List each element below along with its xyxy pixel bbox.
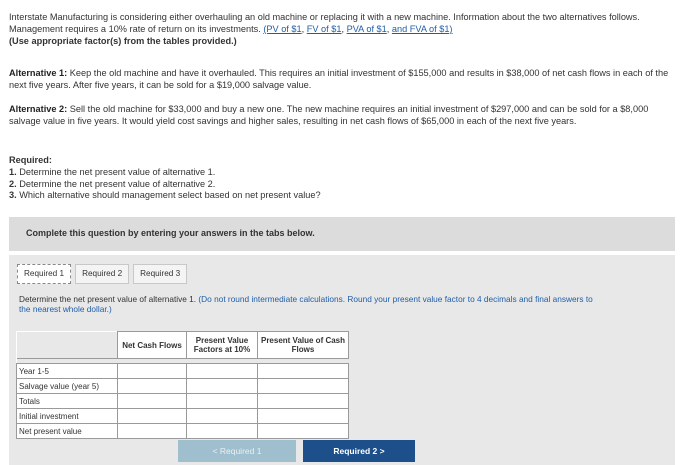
- net-cash-flows-input[interactable]: [118, 394, 187, 409]
- col-header-net-cash-flows: Net Cash Flows: [118, 332, 187, 359]
- table-row: [17, 394, 349, 409]
- table-row: [17, 364, 349, 379]
- alternative-2-text: Sell the old machine for $33,000 and buy a new one. The new machine requires an initial investment of $297,000 and can be sold for a $8,000 salvage value in five years. It would yield cost savings and higher sales, resulting in net cash flows of $65,000 in each of the next five years.: [9, 104, 649, 126]
- table-row: [17, 409, 349, 424]
- empty-cell: [118, 409, 187, 424]
- intro-text: Interstate Manufacturing is considering either overhauling an old machine or replacing it with a new machine. Information about the two alternatives follows. Management requires a 10% rate of return on its investments.: [9, 12, 640, 34]
- table-row: [17, 379, 349, 394]
- tab-instruction-main: Determine the net present value of alternative 1.: [19, 294, 197, 304]
- factor-note: (Use appropriate factor(s) from the tables provided.): [9, 36, 237, 46]
- tab-required-2[interactable]: Required 2: [75, 264, 129, 284]
- pv-cash-flows-input[interactable]: [258, 394, 349, 409]
- pv-cash-flows-input[interactable]: [258, 409, 349, 424]
- required-list: [9, 167, 321, 202]
- tab-required-3[interactable]: Required 3: [133, 264, 187, 284]
- pv-cash-flows-input[interactable]: [258, 424, 349, 439]
- empty-cell: [118, 424, 187, 439]
- alternative-1: [9, 67, 679, 91]
- alternative-1-text: Keep the old machine and have it overhauled. This requires an initial investment of $155,000 and results in $38,000 of net cash flows in each of the next five years. After five years, it can be sold for a $19,000 salvage value.: [9, 68, 669, 90]
- answer-panel: [9, 255, 675, 465]
- net-cash-flows-input[interactable]: [118, 379, 187, 394]
- prev-required-button[interactable]: < Required 1: [178, 440, 296, 462]
- question-intro: Interstate Manufacturing is considering either overhauling an old machine or replacing it with a new machine. Information about the two alternatives follows. Management requires a 10% rate of return on its investments. (PV of $1, FV of $1, PVA of $1, and FVA of $1) (Use appropriate factor(s) from the tables provided.): [9, 12, 640, 46]
- row-label-year-1-5: Year 1-5: [17, 364, 118, 379]
- col-header-pv-factors: Present Value Factors at 10%: [187, 332, 258, 359]
- empty-cell: [187, 424, 258, 439]
- net-cash-flows-input[interactable]: [118, 364, 187, 379]
- pv-factor-cell: [187, 394, 258, 409]
- tab-instruction-hint: (Do not round intermediate calculations. Round your present value factor to 4 decimals and final answers to the nearest whole dollar.): [19, 294, 593, 314]
- tab-required-1[interactable]: Required 1: [17, 264, 71, 284]
- required-heading: Required:: [9, 155, 52, 165]
- pv-factor-input[interactable]: [187, 379, 258, 394]
- next-required-button[interactable]: Required 2 >: [303, 440, 415, 462]
- col-header-pv-cash-flows: Present Value of Cash Flows: [258, 332, 349, 359]
- fva-link[interactable]: and FVA of $1): [391, 24, 453, 34]
- required-item: 1. Determine the net present value of alternative 1.: [9, 167, 216, 177]
- fv-link[interactable]: FV of $1: [306, 24, 342, 34]
- pv-link[interactable]: (PV of $1: [263, 24, 302, 34]
- row-label-net-present-value: Net present value: [17, 424, 118, 439]
- tab-instruction: [19, 294, 599, 314]
- empty-cell: [187, 409, 258, 424]
- alternative-2: [9, 103, 679, 127]
- tab-bar: [17, 264, 187, 284]
- row-label-totals: Totals: [17, 394, 118, 409]
- instruction-banner-text: Complete this question by entering your answers in the tabs below.: [26, 228, 315, 238]
- table-corner: [17, 332, 118, 359]
- pv-factor-input[interactable]: [187, 364, 258, 379]
- npv-table: [16, 331, 349, 439]
- required-item: 3. Which alternative should management select based on net present value?: [9, 190, 321, 200]
- table-row: [17, 424, 349, 439]
- pva-link[interactable]: PVA of $1: [346, 24, 387, 34]
- pv-cash-flows-input[interactable]: [258, 364, 349, 379]
- required-item: 2. Determine the net present value of alternative 2.: [9, 178, 216, 189]
- row-label-initial-investment: Initial investment: [17, 409, 118, 424]
- alternative-1-label: Alternative 1:: [9, 68, 68, 78]
- row-label-salvage-value: Salvage value (year 5): [17, 379, 118, 394]
- pv-cash-flows-input[interactable]: [258, 379, 349, 394]
- alternative-2-label: Alternative 2:: [9, 104, 68, 114]
- instruction-banner: [9, 217, 675, 251]
